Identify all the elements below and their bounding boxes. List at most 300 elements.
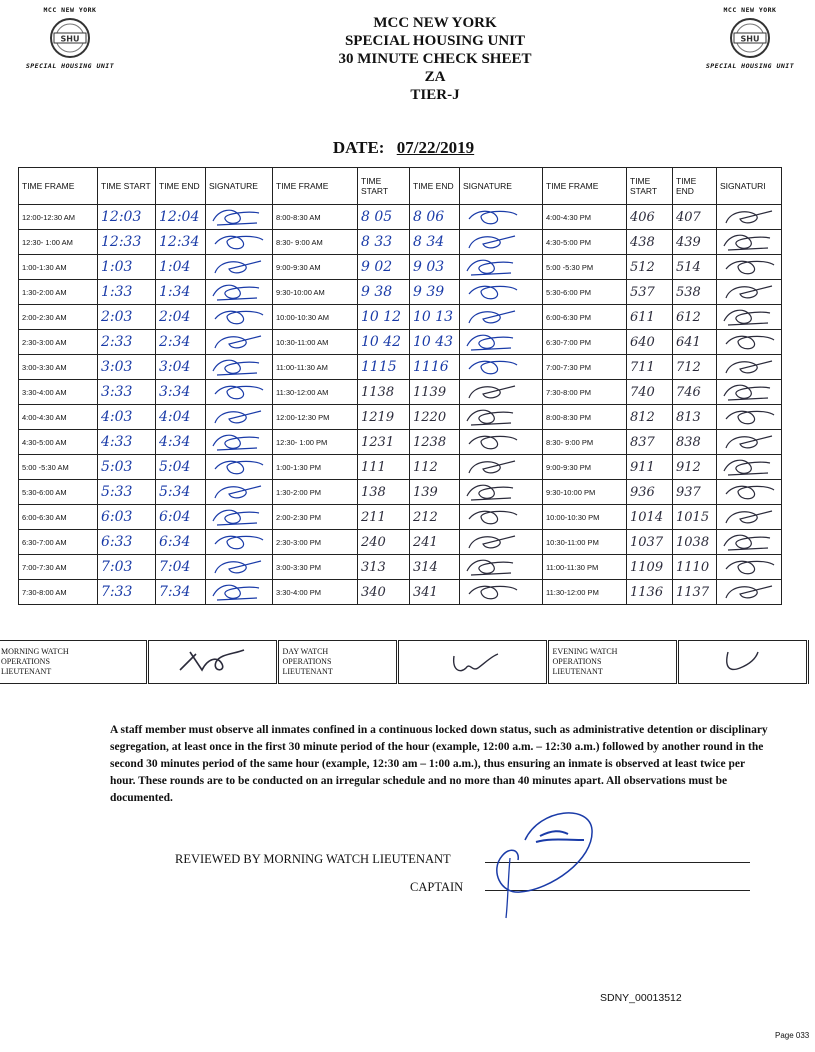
header-line-2: SPECIAL HOUSING UNIT bbox=[344, 33, 526, 49]
time-end-value: 5:34 bbox=[159, 484, 191, 500]
time-end-cell bbox=[410, 305, 460, 330]
signature-scribble-icon bbox=[209, 330, 267, 352]
time-start-value: 1138 bbox=[361, 384, 395, 400]
time-frame-value: 12:30- 1:00 AM bbox=[22, 237, 73, 247]
signature-scribble-icon bbox=[463, 480, 521, 502]
table-row bbox=[19, 280, 782, 305]
time-end-cell bbox=[410, 280, 460, 305]
time-end-value: 4:34 bbox=[159, 434, 191, 450]
time-frame-value: 6:00-6:30 AM bbox=[22, 512, 67, 522]
time-frame-value: 3:00-3:30 PM bbox=[276, 562, 322, 572]
signature-scribble-icon bbox=[463, 355, 521, 377]
time-start-cell bbox=[98, 580, 156, 605]
signature-cell bbox=[460, 555, 543, 580]
time-end-value: 641 bbox=[676, 334, 701, 350]
time-start-cell bbox=[627, 530, 673, 555]
time-end-value: 212 bbox=[413, 509, 438, 525]
time-frame-cell bbox=[19, 380, 98, 405]
signature-cell bbox=[206, 230, 273, 255]
bates-number: SDNY_00013512 bbox=[600, 992, 682, 1004]
column-header: TIME FRAME bbox=[543, 168, 627, 205]
time-end-cell bbox=[156, 230, 206, 255]
signature-cell bbox=[717, 330, 782, 355]
time-frame-cell bbox=[273, 430, 358, 455]
time-end-cell bbox=[156, 480, 206, 505]
time-frame-value: 10:00-10:30 AM bbox=[276, 312, 329, 322]
signature-cell bbox=[717, 505, 782, 530]
time-end-cell bbox=[410, 505, 460, 530]
signature-scribble-icon bbox=[209, 380, 267, 402]
signature-cell bbox=[460, 305, 543, 330]
column-header: TIME END bbox=[673, 168, 717, 205]
time-end-value: 2:04 bbox=[159, 309, 191, 325]
time-start-value: 6:33 bbox=[101, 534, 133, 550]
time-frame-cell bbox=[273, 230, 358, 255]
signature-cell bbox=[717, 280, 782, 305]
time-start-value: 3:33 bbox=[101, 384, 133, 400]
time-start-cell bbox=[358, 330, 410, 355]
time-start-cell bbox=[358, 405, 410, 430]
time-frame-value: 12:30- 1:00 PM bbox=[276, 437, 328, 447]
column-header: TIME FRAME bbox=[19, 168, 98, 205]
watch-signature-table bbox=[0, 640, 809, 684]
time-end-value: 712 bbox=[676, 359, 701, 375]
time-end-cell bbox=[410, 455, 460, 480]
signature-cell bbox=[460, 230, 543, 255]
time-start-value: 7:03 bbox=[101, 559, 133, 575]
signature-cell bbox=[717, 380, 782, 405]
time-end-cell bbox=[410, 530, 460, 555]
time-start-cell bbox=[627, 480, 673, 505]
morning-watch-signature bbox=[147, 641, 277, 684]
time-frame-cell bbox=[273, 205, 358, 230]
morning-watch-label: MORNING WATCH OPERATIONS LIEUTENANT bbox=[0, 641, 147, 684]
time-frame-cell bbox=[19, 255, 98, 280]
time-start-value: 2:03 bbox=[101, 309, 133, 325]
time-frame-cell bbox=[19, 555, 98, 580]
date-label: DATE: bbox=[332, 138, 385, 157]
time-frame-value: 12:00-12:30 AM bbox=[22, 212, 75, 222]
time-frame-value: 8:00-8:30 PM bbox=[546, 412, 592, 422]
signature-cell bbox=[460, 330, 543, 355]
time-start-cell bbox=[627, 405, 673, 430]
time-end-value: 8 34 bbox=[413, 234, 445, 250]
time-frame-cell bbox=[273, 355, 358, 380]
time-frame-cell bbox=[543, 305, 627, 330]
time-end-cell bbox=[673, 580, 717, 605]
signature-cell bbox=[206, 305, 273, 330]
time-end-value: 9 39 bbox=[413, 284, 445, 300]
signature-cell bbox=[206, 330, 273, 355]
time-frame-cell bbox=[543, 280, 627, 305]
emblem-text: SHU bbox=[740, 34, 760, 44]
time-frame-value: 5:00 -5:30 AM bbox=[22, 462, 69, 472]
signature-cell bbox=[460, 580, 543, 605]
time-end-cell bbox=[410, 205, 460, 230]
time-start-cell bbox=[627, 330, 673, 355]
time-end-value: 4:04 bbox=[159, 409, 191, 425]
time-start-cell bbox=[627, 455, 673, 480]
time-start-value: 7:33 bbox=[101, 584, 133, 600]
time-start-cell bbox=[98, 355, 156, 380]
table-row bbox=[19, 330, 782, 355]
time-start-cell bbox=[627, 580, 673, 605]
time-start-cell bbox=[358, 455, 410, 480]
signature-cell bbox=[206, 280, 273, 305]
time-start-cell bbox=[627, 255, 673, 280]
time-start-cell bbox=[358, 505, 410, 530]
time-frame-cell bbox=[543, 405, 627, 430]
time-frame-cell bbox=[273, 455, 358, 480]
time-end-cell bbox=[673, 230, 717, 255]
time-frame-value: 6:00-6:30 PM bbox=[546, 312, 592, 322]
check-sheet-table bbox=[18, 167, 782, 605]
time-frame-value: 10:30-11:00 PM bbox=[546, 537, 599, 547]
time-frame-cell bbox=[19, 330, 98, 355]
time-end-value: 1238 bbox=[413, 434, 447, 450]
signature-scribble-icon bbox=[463, 580, 521, 602]
time-end-cell bbox=[673, 355, 717, 380]
signature-cell bbox=[206, 355, 273, 380]
time-start-value: 711 bbox=[630, 359, 655, 375]
time-start-cell bbox=[358, 280, 410, 305]
time-frame-cell bbox=[273, 305, 358, 330]
time-start-value: 313 bbox=[361, 559, 386, 575]
time-frame-value: 6:30-7:00 PM bbox=[546, 337, 592, 347]
time-frame-cell bbox=[273, 380, 358, 405]
time-frame-cell bbox=[19, 480, 98, 505]
signature-scribble-icon bbox=[209, 480, 267, 502]
time-frame-cell bbox=[543, 505, 627, 530]
signature-scribble-icon bbox=[712, 646, 772, 676]
signature-scribble-icon bbox=[463, 280, 521, 302]
time-frame-cell bbox=[543, 480, 627, 505]
signature-cell bbox=[717, 305, 782, 330]
page-number: Page 033 bbox=[775, 1031, 810, 1040]
time-frame-value: 10:00-10:30 PM bbox=[546, 512, 600, 522]
time-frame-value: 1:30-2:00 PM bbox=[276, 487, 322, 497]
time-end-cell bbox=[410, 580, 460, 605]
time-frame-value: 3:00-3:30 AM bbox=[22, 362, 67, 372]
signature-scribble-icon bbox=[720, 480, 778, 502]
table-row bbox=[19, 480, 782, 505]
time-frame-value: 9:30-10:00 AM bbox=[276, 287, 325, 297]
time-start-cell bbox=[98, 280, 156, 305]
signature-cell bbox=[460, 430, 543, 455]
time-end-value: 139 bbox=[413, 484, 438, 500]
time-end-value: 1220 bbox=[413, 409, 447, 425]
table-row bbox=[19, 555, 782, 580]
signature-scribble-icon bbox=[463, 230, 521, 252]
column-header: TIME END bbox=[156, 168, 206, 205]
time-start-cell bbox=[98, 430, 156, 455]
signature-scribble-icon bbox=[463, 430, 521, 452]
signature-scribble-icon bbox=[720, 580, 778, 602]
time-end-value: 746 bbox=[676, 384, 701, 400]
time-start-value: 138 bbox=[361, 484, 386, 500]
table-row bbox=[19, 205, 782, 230]
time-frame-value: 7:00-7:30 PM bbox=[546, 362, 592, 372]
signature-cell bbox=[460, 355, 543, 380]
time-end-cell bbox=[673, 480, 717, 505]
time-end-cell bbox=[673, 305, 717, 330]
time-start-value: 406 bbox=[630, 209, 655, 225]
signature-cell bbox=[460, 480, 543, 505]
logo-top-text: MCC NEW YORK bbox=[723, 6, 777, 14]
column-header: TIME START bbox=[98, 168, 156, 205]
time-end-cell bbox=[673, 530, 717, 555]
signature-scribble-icon bbox=[463, 530, 521, 552]
time-start-value: 537 bbox=[630, 284, 655, 300]
time-start-value: 12:03 bbox=[101, 209, 142, 225]
time-end-cell bbox=[410, 405, 460, 430]
time-end-value: 12:34 bbox=[159, 234, 200, 250]
signature-scribble-icon bbox=[720, 380, 778, 402]
time-frame-cell bbox=[19, 530, 98, 555]
time-start-value: 1115 bbox=[361, 359, 397, 375]
time-start-cell bbox=[358, 530, 410, 555]
time-end-cell bbox=[673, 255, 717, 280]
time-frame-cell bbox=[543, 330, 627, 355]
time-start-value: 10 42 bbox=[361, 334, 402, 350]
time-end-cell bbox=[673, 280, 717, 305]
time-start-value: 837 bbox=[630, 434, 655, 450]
signature-scribble-icon bbox=[463, 505, 521, 527]
evening-watch-label: EVENING WATCH OPERATIONS LIEUTENANT bbox=[547, 641, 677, 684]
signature-cell bbox=[206, 530, 273, 555]
signature-scribble-icon bbox=[209, 205, 267, 227]
time-frame-value: 11:00-11:30 AM bbox=[276, 362, 328, 372]
time-start-value: 2:33 bbox=[101, 334, 133, 350]
signature-scribble-icon bbox=[720, 530, 778, 552]
signature-scribble-icon bbox=[720, 555, 778, 577]
time-start-cell bbox=[358, 305, 410, 330]
time-frame-cell bbox=[543, 255, 627, 280]
time-frame-cell bbox=[273, 505, 358, 530]
time-end-value: 112 bbox=[413, 459, 438, 475]
time-frame-value: 10:30-11:00 AM bbox=[276, 337, 329, 347]
time-start-cell bbox=[627, 230, 673, 255]
time-frame-cell bbox=[543, 555, 627, 580]
time-frame-cell bbox=[273, 580, 358, 605]
time-end-cell bbox=[673, 455, 717, 480]
signature-cell bbox=[460, 530, 543, 555]
logo-right bbox=[700, 6, 800, 70]
signature-scribble-icon bbox=[172, 646, 252, 676]
time-end-value: 10 43 bbox=[413, 334, 454, 350]
time-start-cell bbox=[98, 530, 156, 555]
time-frame-cell bbox=[543, 430, 627, 455]
signature-cell bbox=[717, 230, 782, 255]
time-frame-cell bbox=[543, 355, 627, 380]
time-frame-value: 8:30- 9:00 AM bbox=[276, 237, 323, 247]
time-frame-value: 3:30-4:00 PM bbox=[276, 587, 322, 597]
time-start-value: 740 bbox=[630, 384, 655, 400]
time-start-value: 340 bbox=[361, 584, 386, 600]
time-end-value: 12:04 bbox=[159, 209, 200, 225]
signature-cell bbox=[717, 530, 782, 555]
time-end-value: 314 bbox=[413, 559, 438, 575]
time-start-cell bbox=[98, 330, 156, 355]
signature-scribble-icon bbox=[720, 405, 778, 427]
signature-cell bbox=[717, 455, 782, 480]
reviewer-signature-icon bbox=[480, 800, 620, 920]
signature-scribble-icon bbox=[720, 355, 778, 377]
signature-cell bbox=[460, 280, 543, 305]
table-row bbox=[19, 505, 782, 530]
table-header-row bbox=[19, 168, 782, 205]
time-start-value: 8 33 bbox=[361, 234, 393, 250]
time-frame-value: 1:00-1:30 PM bbox=[276, 462, 322, 472]
captain-label: CAPTAIN bbox=[410, 880, 464, 894]
time-end-value: 1038 bbox=[676, 534, 710, 550]
time-start-value: 4:33 bbox=[101, 434, 133, 450]
table-row bbox=[19, 530, 782, 555]
time-end-value: 937 bbox=[676, 484, 701, 500]
time-end-value: 9 03 bbox=[413, 259, 445, 275]
time-end-cell bbox=[156, 530, 206, 555]
time-start-cell bbox=[627, 355, 673, 380]
time-frame-cell bbox=[19, 280, 98, 305]
time-end-value: 3:34 bbox=[159, 384, 191, 400]
time-start-cell bbox=[98, 255, 156, 280]
time-end-cell bbox=[156, 305, 206, 330]
table-row bbox=[19, 255, 782, 280]
time-frame-value: 7:30-8:00 AM bbox=[22, 587, 67, 597]
signature-cell bbox=[206, 405, 273, 430]
time-end-value: 1137 bbox=[676, 584, 710, 600]
time-frame-cell bbox=[543, 455, 627, 480]
time-end-cell bbox=[156, 355, 206, 380]
time-start-value: 1:03 bbox=[101, 259, 133, 275]
signature-scribble-icon bbox=[209, 230, 267, 252]
time-start-value: 9 02 bbox=[361, 259, 393, 275]
time-frame-value: 5:30-6:00 AM bbox=[22, 487, 67, 497]
time-frame-value: 7:30-8:00 PM bbox=[546, 387, 592, 397]
signature-scribble-icon bbox=[209, 305, 267, 327]
time-frame-value: 2:30-3:00 PM bbox=[276, 537, 322, 547]
time-start-value: 10 12 bbox=[361, 309, 402, 325]
time-end-cell bbox=[410, 255, 460, 280]
signature-scribble-icon bbox=[209, 430, 267, 452]
time-frame-cell bbox=[273, 280, 358, 305]
time-start-cell bbox=[358, 430, 410, 455]
time-frame-value: 9:00-9:30 AM bbox=[276, 262, 321, 272]
time-frame-value: 12:00-12:30 PM bbox=[276, 412, 330, 422]
time-end-value: 1:04 bbox=[159, 259, 191, 275]
time-frame-cell bbox=[19, 405, 98, 430]
time-end-cell bbox=[156, 555, 206, 580]
date-line bbox=[0, 138, 815, 158]
time-start-cell bbox=[358, 580, 410, 605]
time-end-value: 7:04 bbox=[159, 559, 191, 575]
time-end-value: 6:34 bbox=[159, 534, 191, 550]
time-frame-cell bbox=[19, 355, 98, 380]
signature-cell bbox=[460, 205, 543, 230]
time-end-cell bbox=[156, 330, 206, 355]
signature-scribble-icon bbox=[720, 430, 778, 452]
signature-scribble-icon bbox=[720, 305, 778, 327]
time-frame-cell bbox=[19, 230, 98, 255]
time-start-cell bbox=[627, 280, 673, 305]
column-header: SIGNATURE bbox=[206, 168, 273, 205]
emblem-text: SHU bbox=[60, 34, 80, 44]
time-end-value: 5:04 bbox=[159, 459, 191, 475]
signature-cell bbox=[206, 480, 273, 505]
time-start-cell bbox=[358, 255, 410, 280]
time-frame-value: 9:00-9:30 PM bbox=[546, 462, 592, 472]
time-end-value: 1015 bbox=[676, 509, 710, 525]
time-end-cell bbox=[156, 280, 206, 305]
signature-scribble-icon bbox=[720, 280, 778, 302]
time-frame-value: 4:30-5:00 AM bbox=[22, 437, 67, 447]
time-start-cell bbox=[358, 205, 410, 230]
time-start-value: 12:33 bbox=[101, 234, 142, 250]
time-end-cell bbox=[673, 405, 717, 430]
column-header: TIME END bbox=[410, 168, 460, 205]
time-start-value: 1231 bbox=[361, 434, 395, 450]
time-frame-value: 4:30-5:00 PM bbox=[546, 237, 592, 247]
signature-scribble-icon bbox=[720, 230, 778, 252]
time-start-cell bbox=[627, 555, 673, 580]
signature-scribble-icon bbox=[209, 280, 267, 302]
time-end-value: 612 bbox=[676, 309, 701, 325]
time-start-cell bbox=[98, 505, 156, 530]
time-start-cell bbox=[627, 205, 673, 230]
time-frame-cell bbox=[543, 205, 627, 230]
signature-scribble-icon bbox=[720, 505, 778, 527]
time-end-value: 813 bbox=[676, 409, 701, 425]
time-start-value: 611 bbox=[630, 309, 655, 325]
time-end-cell bbox=[410, 230, 460, 255]
signature-cell bbox=[717, 580, 782, 605]
time-end-value: 7:34 bbox=[159, 584, 191, 600]
date-value: 07/22/2019 bbox=[396, 138, 475, 157]
time-start-cell bbox=[98, 230, 156, 255]
time-end-cell bbox=[156, 205, 206, 230]
time-frame-value: 5:00 -5:30 PM bbox=[546, 262, 594, 272]
time-start-cell bbox=[98, 455, 156, 480]
time-end-value: 1:34 bbox=[159, 284, 191, 300]
time-start-value: 9 38 bbox=[361, 284, 393, 300]
table-row bbox=[19, 405, 782, 430]
signature-scribble-icon bbox=[209, 255, 267, 277]
time-start-value: 1136 bbox=[630, 584, 664, 600]
signature-cell bbox=[717, 480, 782, 505]
time-end-cell bbox=[156, 430, 206, 455]
time-start-value: 4:03 bbox=[101, 409, 133, 425]
time-frame-value: 11:30-12:00 PM bbox=[546, 587, 599, 597]
column-header: SIGNATURE bbox=[460, 168, 543, 205]
time-end-cell bbox=[410, 355, 460, 380]
time-start-value: 936 bbox=[630, 484, 655, 500]
signature-cell bbox=[206, 505, 273, 530]
column-header: TIME FRAME bbox=[273, 168, 358, 205]
time-start-cell bbox=[98, 205, 156, 230]
table-row bbox=[19, 230, 782, 255]
signature-scribble-icon bbox=[209, 505, 267, 527]
signature-scribble-icon bbox=[209, 580, 267, 602]
time-frame-cell bbox=[19, 505, 98, 530]
time-start-value: 911 bbox=[630, 459, 655, 475]
time-start-cell bbox=[358, 230, 410, 255]
reviewed-label: REVIEWED BY MORNING WATCH LIEUTENANT bbox=[175, 852, 451, 866]
time-frame-value: 7:00-7:30 AM bbox=[22, 562, 67, 572]
time-end-value: 1110 bbox=[676, 559, 710, 575]
time-frame-value: 2:00-2:30 PM bbox=[276, 512, 322, 522]
table-row bbox=[19, 430, 782, 455]
time-start-cell bbox=[358, 555, 410, 580]
